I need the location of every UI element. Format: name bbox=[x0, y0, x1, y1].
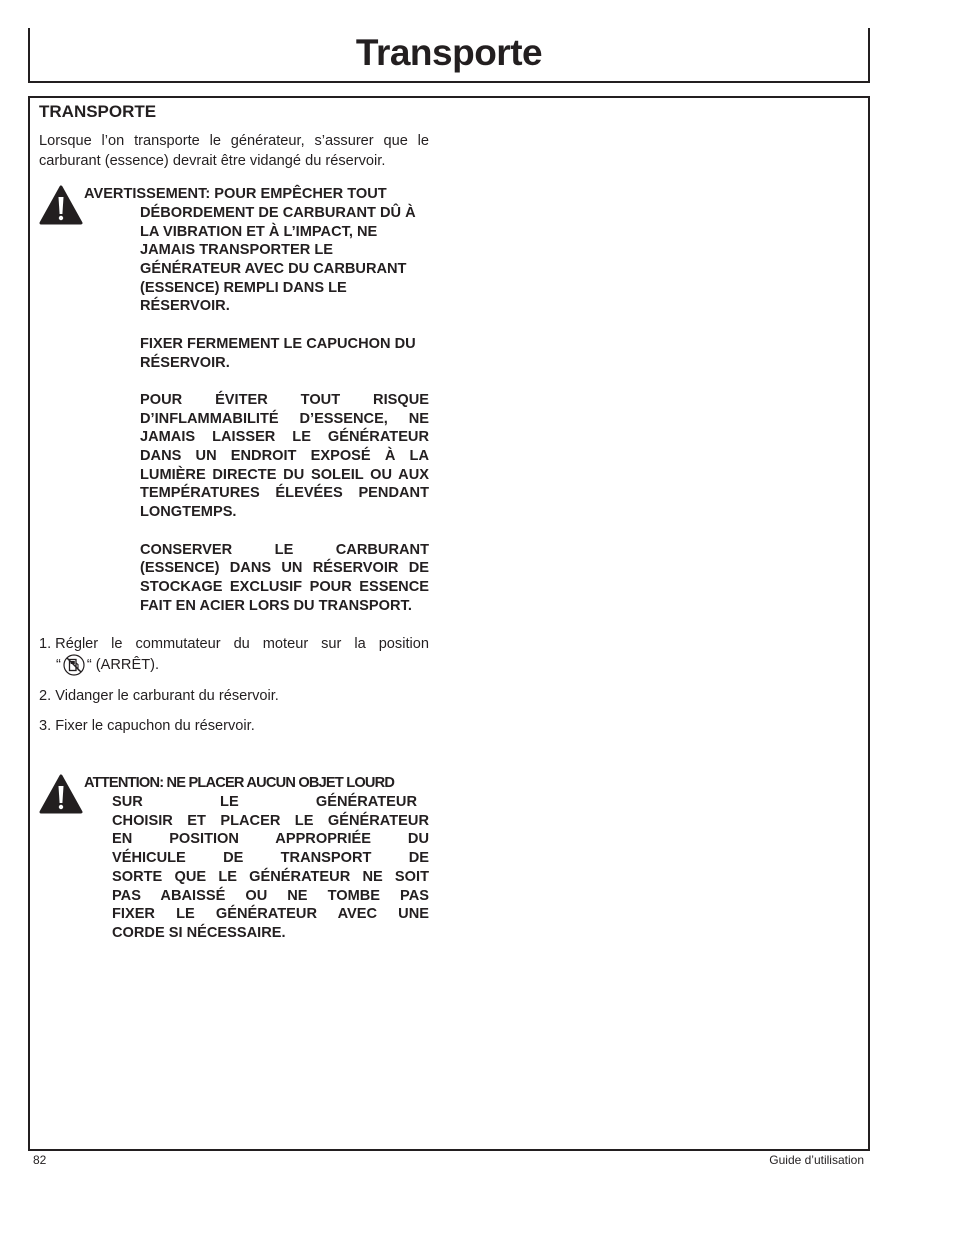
step-close-text: “ (ARRÊT). bbox=[86, 656, 160, 673]
step-number: 3. bbox=[39, 718, 52, 735]
warning-block bbox=[39, 185, 429, 615]
step-list bbox=[39, 635, 429, 736]
intro-paragraph: Lorsque l’on transporte le générateur, s’assurer que le carburant (essence) devrait être vidangé du réservoir. bbox=[39, 133, 429, 169]
fuel-off-icon bbox=[63, 654, 85, 676]
list-item bbox=[39, 717, 429, 736]
page-title: Transporte bbox=[355, 32, 543, 73]
attention-line: FIXER LE GÉNÉRATEUR AVEC UNE bbox=[112, 906, 429, 923]
attention-line: SUR LE GÉNÉRATEUR bbox=[112, 794, 417, 811]
warning-triangle-icon bbox=[39, 774, 83, 814]
attention-line: VÉHICULE DE TRANSPORT DE bbox=[112, 850, 429, 867]
footer-doc-title: Guide d’utilisation bbox=[769, 1153, 864, 1167]
step-number: 2. bbox=[39, 688, 52, 705]
page-number: 82 bbox=[33, 1153, 47, 1167]
warning-paragraph-4: CONSERVER LE CARBURANT (ESSENCE) DANS UN RÉSERVOIR DE STOCKAGE EXCLUSIF POUR ESSENCE FAIT EN ACIER LORS DU TRANSPORT. bbox=[140, 541, 429, 614]
list-item bbox=[39, 687, 429, 706]
warning-triangle-icon bbox=[39, 185, 83, 225]
list-item bbox=[39, 635, 429, 676]
attention-lead: ATTENTION: NE PLACER AUCUN OBJET LOURD bbox=[84, 775, 395, 792]
step-text: Fixer le capuchon du réservoir. bbox=[55, 718, 255, 735]
attention-line: PAS ABAISSÉ OU NE TOMBE PAS bbox=[112, 887, 429, 904]
step-text: Régler le commutateur du moteur sur la position bbox=[55, 636, 429, 653]
page-title-box bbox=[28, 28, 870, 83]
section-heading: TRANSPORTE bbox=[39, 102, 157, 121]
content-column bbox=[39, 102, 429, 943]
attention-body bbox=[112, 793, 429, 943]
attention-line: CHOISIR ET PLACER LE GÉNÉRATEUR bbox=[112, 812, 429, 829]
warning-paragraph-2: FIXER FERMEMENT LE CAPUCHON DU RÉSERVOIR. bbox=[140, 335, 416, 371]
step-number: 1. bbox=[39, 636, 52, 653]
attention-block bbox=[39, 774, 429, 942]
warning-paragraph-3: POUR ÉVITER TOUT RISQUE D’INFLAMMABILITÉ D’ESSENCE, NE JAMAIS LAISSER LE GÉNÉRATEUR DANS UN ENDROIT EXPOSÉ À LA LUMIÈRE DIRECTE DU SOLEIL OU AUX TEMPÉRATURES ÉLEVÉES PENDANT LONGTEMPS. bbox=[140, 391, 429, 521]
attention-line: SORTE QUE LE GÉNÉRATEUR NE SOIT bbox=[112, 868, 429, 885]
attention-line: CORDE SI NÉCESSAIRE. bbox=[112, 924, 286, 941]
warning-lead: AVERTISSEMENT: POUR EMPÊCHER TOUT bbox=[84, 186, 387, 203]
attention-line: EN POSITION APPROPRIÉE DU bbox=[112, 831, 429, 848]
warning-paragraph-1: DÉBORDEMENT DE CARBURANT DÛ À LA VIBRATION ET À L’IMPACT, NE JAMAIS TRANSPORTER LE GÉNÉRATEUR AVEC DU CARBURANT (ESSENCE) REMPLI DANS LE RÉSERVOIR. bbox=[140, 204, 416, 315]
open-quote: “ bbox=[56, 656, 61, 673]
step-text: Vidanger le carburant du réservoir. bbox=[55, 688, 279, 705]
